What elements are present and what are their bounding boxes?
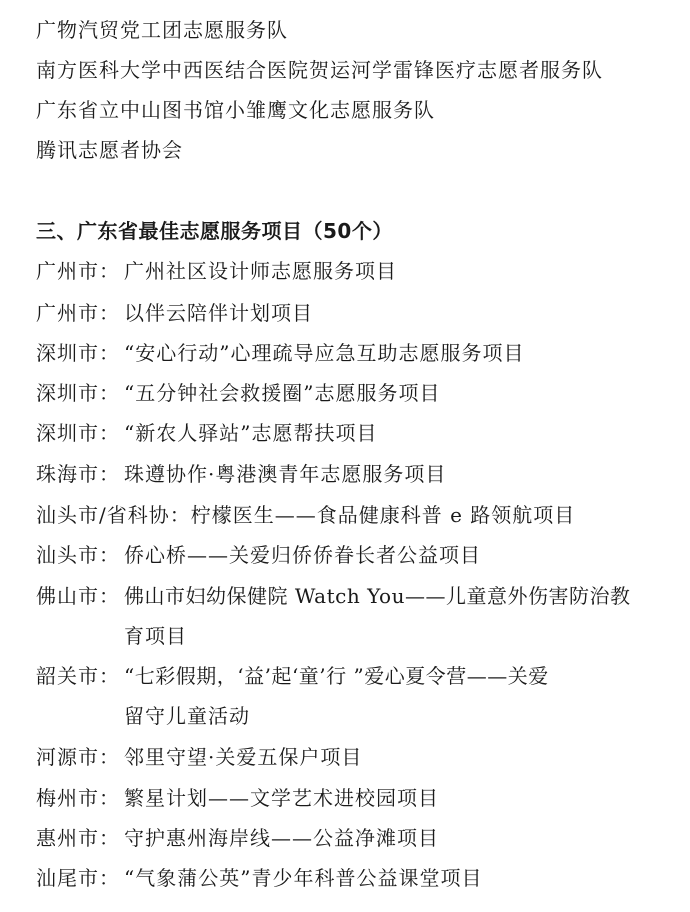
project-name: 广州社区设计师志愿服务项目 bbox=[124, 259, 397, 283]
project-name: 邻里守望·关爱五保户项目 bbox=[124, 745, 363, 769]
project-item bbox=[36, 583, 630, 609]
team-line: 南方医科大学中西医结合医院贺运河学雷锋医疗志愿者服务队 bbox=[36, 58, 603, 82]
project-name: 守护惠州海岸线——公益净滩项目 bbox=[124, 826, 439, 850]
project-name-continuation: 育项目 bbox=[124, 624, 187, 648]
project-city: 汕头市： bbox=[36, 543, 120, 567]
project-name: “气象蒲公英”青少年科普公益课堂项目 bbox=[124, 866, 483, 890]
project-name: 佛山市妇幼保健院 Watch You——儿童意外伤害防治教 bbox=[124, 584, 631, 608]
project-name: “新农人驿站”志愿帮扶项目 bbox=[124, 421, 378, 445]
team-line: 广物汽贸党工团志愿服务队 bbox=[36, 18, 288, 42]
project-name: 柠檬医生——食品健康科普 e 路领航项目 bbox=[190, 503, 576, 527]
project-city: 河源市： bbox=[36, 745, 120, 769]
project-name: “安心行动”心理疏导应急互助志愿服务项目 bbox=[124, 341, 525, 365]
project-city: 广州市： bbox=[36, 259, 120, 283]
project-city: 梅州市： bbox=[36, 786, 120, 810]
team-line: 腾讯志愿者协会 bbox=[36, 138, 183, 162]
project-city: 佛山市： bbox=[36, 584, 120, 608]
project-item bbox=[36, 258, 397, 284]
project-name: “五分钟社会救援圈”志愿服务项目 bbox=[124, 381, 441, 405]
project-city: 深圳市： bbox=[36, 421, 120, 445]
project-city: 汕尾市： bbox=[36, 866, 120, 890]
project-city: 韶关市： bbox=[36, 664, 120, 688]
project-item bbox=[36, 744, 362, 770]
project-item bbox=[36, 825, 439, 851]
project-name: 繁星计划——文学艺术进校园项目 bbox=[124, 786, 439, 810]
project-item bbox=[36, 663, 549, 689]
project-name: 以伴云陪伴计划项目 bbox=[124, 301, 313, 325]
project-item bbox=[36, 502, 575, 528]
project-city: 珠海市： bbox=[36, 462, 120, 486]
project-item bbox=[36, 420, 377, 446]
project-city: 深圳市： bbox=[36, 381, 120, 405]
project-name: 侨心桥——关爱归侨侨眷长者公益项目 bbox=[124, 543, 481, 567]
project-item bbox=[36, 461, 446, 487]
project-item bbox=[36, 542, 481, 568]
project-item bbox=[36, 340, 524, 366]
team-line: 广东省立中山图书馆小雏鹰文化志愿服务队 bbox=[36, 98, 435, 122]
project-item bbox=[36, 865, 482, 891]
project-item bbox=[36, 300, 313, 326]
project-city: 广州市： bbox=[36, 301, 120, 325]
project-item bbox=[36, 785, 439, 811]
project-city: 汕头市/省科协： bbox=[36, 503, 191, 527]
project-city: 深圳市： bbox=[36, 341, 120, 365]
project-name: 珠遵协作·粤港澳青年志愿服务项目 bbox=[124, 462, 447, 486]
project-name: “七彩假期，‘益’起‘童’行 ”爱心夏令营——关爱 bbox=[124, 664, 549, 688]
project-name-continuation: 留守儿童活动 bbox=[124, 704, 250, 728]
section-heading: 三、广东省最佳志愿服务项目（50个） bbox=[36, 219, 393, 243]
project-item bbox=[36, 380, 440, 406]
project-city: 惠州市： bbox=[36, 826, 120, 850]
